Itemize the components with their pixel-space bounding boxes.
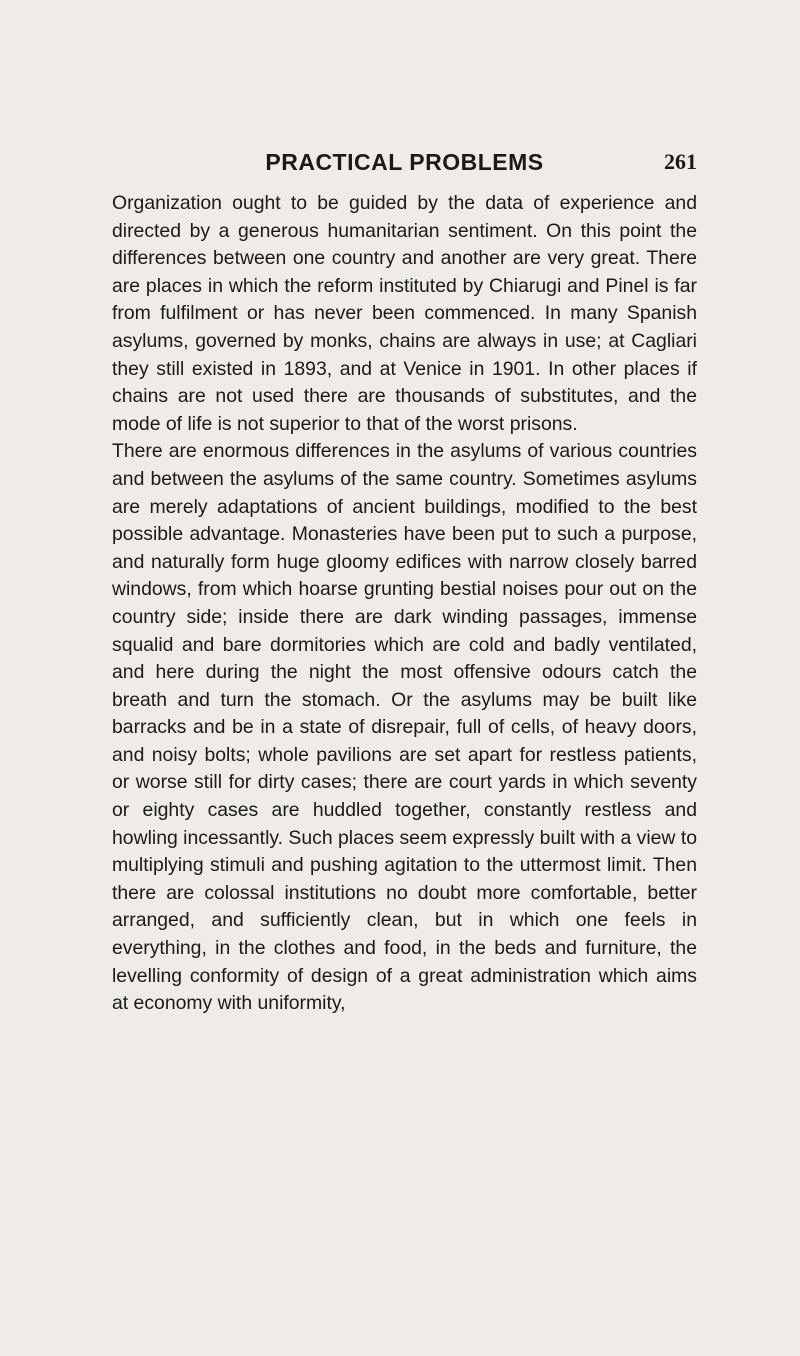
page-number: 261 — [664, 149, 697, 174]
body-text — [112, 190, 697, 1018]
running-head — [112, 146, 697, 178]
running-title: PRACTICAL PROBLEMS — [265, 149, 544, 175]
paragraph-1: Organization ought to be guided by the data of experience and directed by a generous humanitarian sentiment. On this point the differences between one country and another are very great. There are places in which the reform instituted by Chiarugi and Pinel is far from fulfilment or has never been commenced. In many Spanish asylums, governed by monks, chains are always in use; at Cagliari they still existed in 1893, and at Venice in 1901. In other places if chains are not used there are thousands of substitutes, and the mode of life is not superior to that of the worst prisons. — [112, 192, 697, 435]
paragraph-2: There are enormous differences in the asylums of various countries and between the asylums of the same country. Sometimes asylums are merely adaptations of ancient buildings, modified to the best possible advantage. Monasteries have been put to such a purpose, and naturally form huge gloomy edifices with narrow closely barred windows, from which hoarse grunting bestial noises pour out on the country side; inside there are dark winding passages, immense squalid and bare dormitories which are cold and badly ventilated, and here during the night the most offensive odours catch the breath and turn the stomach. Or the asylums may be built like barracks and be in a state of disrepair, full of cells, of heavy doors, and noisy bolts; whole pavilions are set apart for restless patients, or worse still for dirty cases; there are court yards in which seventy or eighty cases are huddled together, constantly restless and howling incessantly. Such places seem expressly built with a view to multiplying stimuli and pushing agitation to the uttermost limit. Then there are colossal institutions no doubt more comfortable, better arranged, and sufficiently clean, but in which one feels in everything, in the clothes and food, in the beds and furniture, the levelling conformity of design of a great administration which aims at economy with uniformity, — [112, 440, 697, 1015]
